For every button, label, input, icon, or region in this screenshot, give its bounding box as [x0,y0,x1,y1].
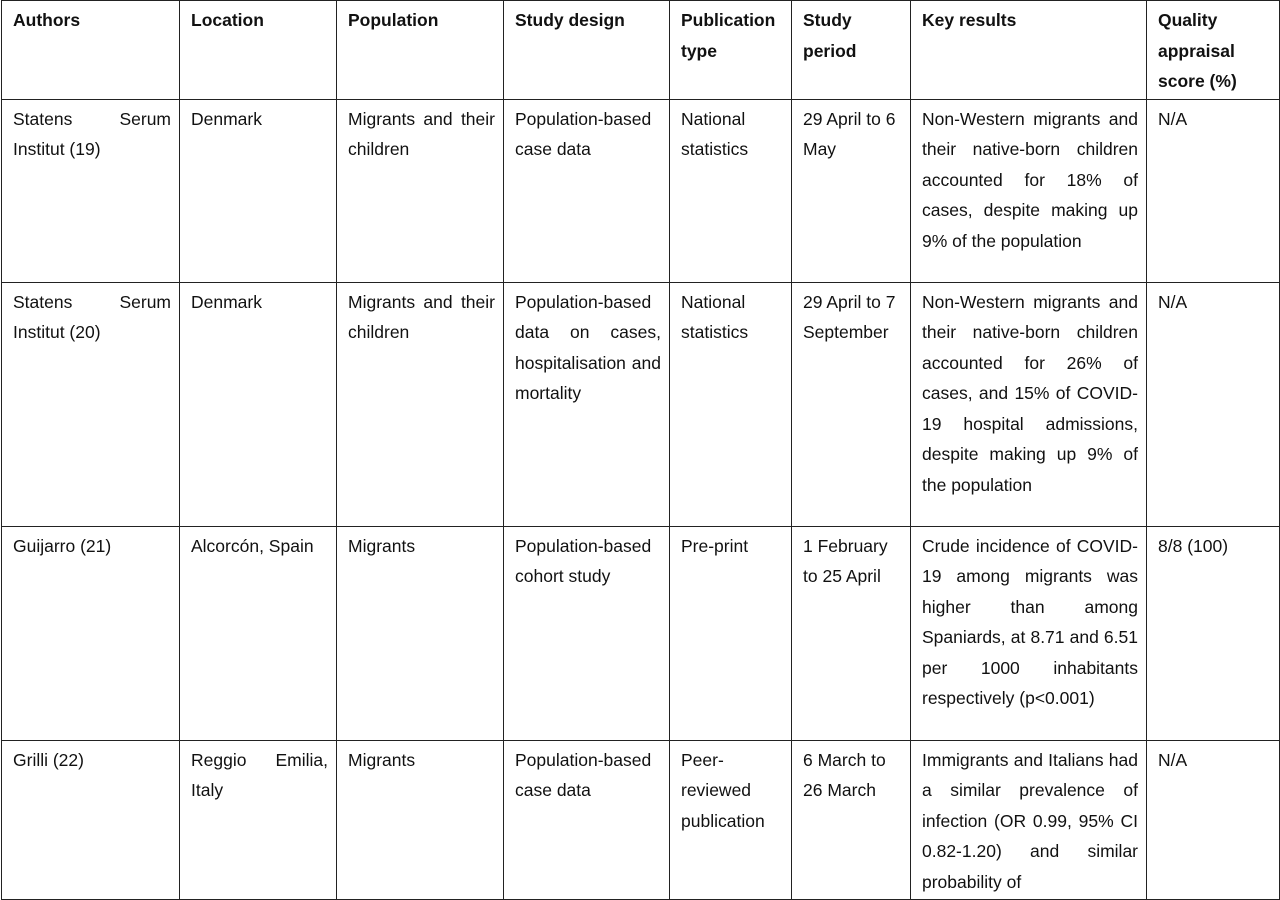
cell-publication-type: Pre-print [670,526,792,740]
cell-location: Denmark [180,99,337,282]
table-row [2,99,1280,282]
cell-key-results: Non-Western migrants and their native-born children accounted for 18% of cases, despite making up 9% of the population [911,99,1147,282]
cell-location-text: Reggio Emilia, Italy [191,749,328,800]
cell-study-design: Population-based data on cases, hospitalisation and mortality [504,282,670,526]
cell-authors [2,740,180,899]
cell-quality-score: N/A [1147,99,1280,282]
cell-population-text: Migrants [348,749,416,770]
cell-key-results: Non-Western migrants and their native-born children accounted for 26% of cases, and 15% of COVID-19 hospital admissions, despite making up 9% of the population [911,282,1147,526]
cell-study-design: Population-based case data [504,99,670,282]
cell-study-period-text: 6 March to 26 March [803,749,886,800]
cell-population: Migrants [337,526,504,740]
cell-study-period: 1 February to 25 April [792,526,911,740]
table-row [2,282,1280,526]
cell-population: Migrants and their children [337,282,504,526]
cell-study-period: 29 April to 7 September [792,282,911,526]
cell-publication-type: National statistics [670,282,792,526]
header-quality-score: Quality appraisal score (%) [1147,1,1280,100]
table-row [2,526,1280,740]
table-row [2,740,1280,899]
cell-location: Denmark [180,282,337,526]
cell-population: Migrants and their children [337,99,504,282]
cell-publication-type: National statistics [670,99,792,282]
cell-key-results-text: Immigrants and Italians had a similar prevalence of infection (OR 0.99, 95% CI 0.82-1.20) and similar probability of [922,749,1138,892]
header-publication-type: Publication type [670,1,792,100]
cell-study-design [504,740,670,899]
header-authors: Authors [2,1,180,100]
cell-study-period: 29 April to 6 May [792,99,911,282]
cell-publication-type-text: Peer-reviewed publication [681,749,765,831]
cell-location: Alcorcón, Spain [180,526,337,740]
cell-quality-score [1147,740,1280,899]
cell-location [180,740,337,899]
cell-key-results [911,740,1147,899]
cell-publication-type [670,740,792,899]
cell-authors-text: Grilli (22) [13,749,84,770]
cell-population [337,740,504,899]
cell-authors: Guijarro (21) [2,526,180,740]
header-study-design: Study design [504,1,670,100]
cell-study-design-text: Population-based case data [515,749,652,800]
cell-study-design: Population-based cohort study [504,526,670,740]
cell-study-period [792,740,911,899]
cell-authors: Statens Serum Institut (20) [2,282,180,526]
header-location: Location [180,1,337,100]
cell-quality-score: 8/8 (100) [1147,526,1280,740]
cell-quality-score: N/A [1147,282,1280,526]
header-study-period: Study period [792,1,911,100]
header-key-results: Key results [911,1,1147,100]
cell-quality-score-text: N/A [1158,749,1188,770]
studies-table [1,0,1280,900]
header-population: Population [337,1,504,100]
cell-authors: Statens Serum Institut (19) [2,99,180,282]
cell-key-results: Crude incidence of COVID-19 among migrants was higher than among Spaniards, at 8.71 and 6.51 per 1000 inhabitants respectively (p<0.001) [911,526,1147,740]
table-header-row [2,1,1280,100]
